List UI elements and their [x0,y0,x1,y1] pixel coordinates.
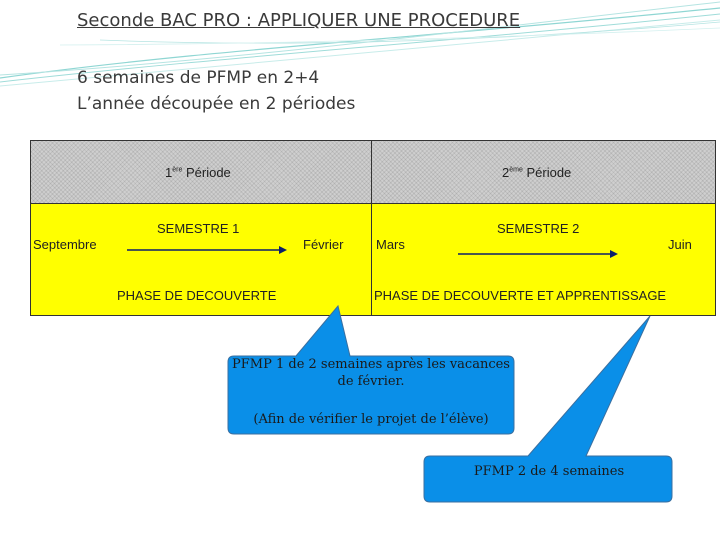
month-june: Juin [668,237,692,252]
callout-pfmp2-text: PFMP 2 de 4 semaines [473,464,625,479]
period-2-label: 2ème Période [502,165,572,180]
subtitle-line-1: 6 semaines de PFMP en 2+4 [77,68,320,88]
semester-2-label: SEMESTRE 2 [497,221,580,236]
phase-2-label: PHASE DE DECOUVERTE ET APPRENTISSAGE [374,288,667,303]
period-1-label: 1ère Période [165,165,231,180]
callout-pfmp1-note: (Afin de vérifier le projet de l’élève) [253,412,489,427]
month-february: Février [303,237,344,252]
month-september: Septembre [33,237,97,252]
slide-title: Seconde BAC PRO : APPLIQUER UNE PROCEDURE [77,10,521,31]
callout-pfmp1-text: PFMP 1 de 2 semaines après les vacances de février. [232,357,510,389]
subtitle-line-2: L’année découpée en 2 périodes [77,94,356,114]
phase-1-label: PHASE DE DECOUVERTE [117,288,277,303]
semester-1-label: SEMESTRE 1 [157,221,240,236]
month-march: Mars [376,237,405,252]
